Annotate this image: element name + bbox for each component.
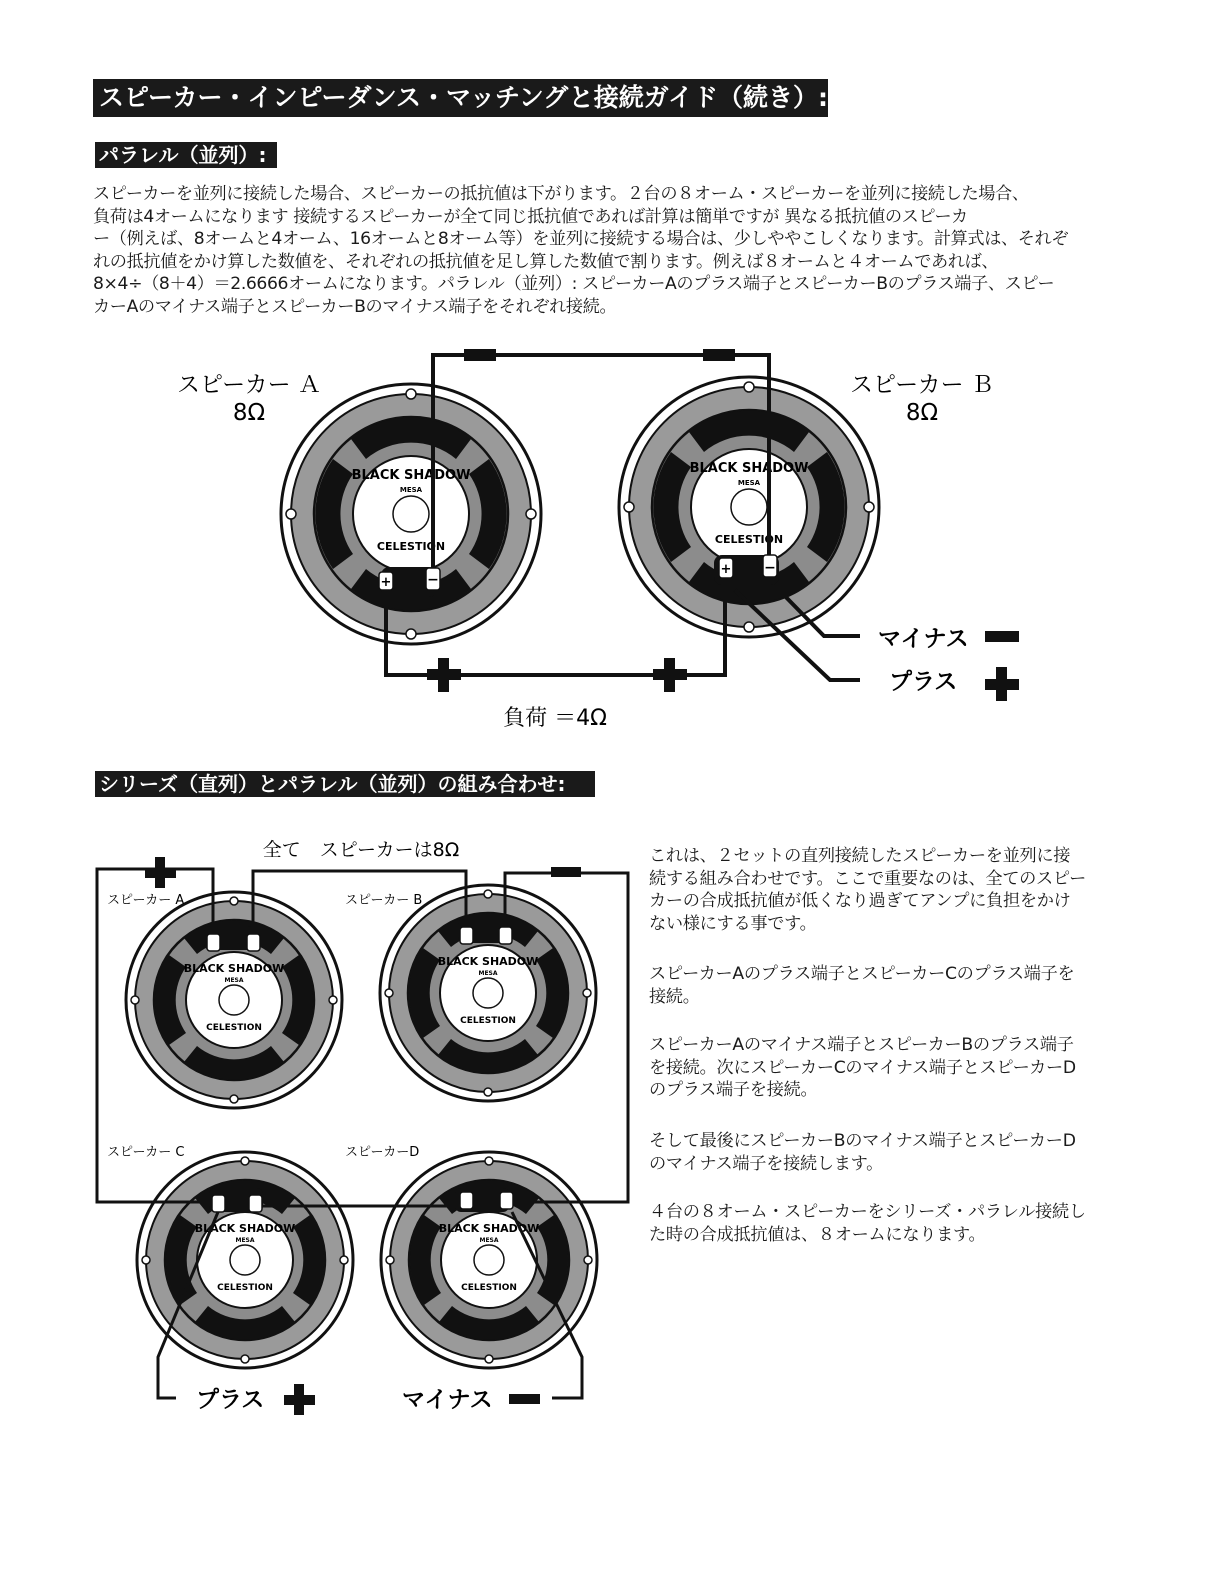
text-line: た時の合成抵抗値は、８オームになります。: [649, 1224, 986, 1245]
minus-symbol-icon: [464, 349, 496, 361]
svg-text:−: −: [764, 560, 776, 576]
speaker-maker-label: CELESTION: [461, 1283, 517, 1293]
text-line: ない様にする事です。: [649, 913, 817, 934]
speaker-model-label: BLACK SHADOW: [194, 1222, 296, 1235]
plus-symbol-icon: [985, 667, 1019, 701]
text-line: 続する組み合わせです。ここで重要なのは、全てのスピー: [649, 868, 1087, 889]
speaker-c-minus-terminal: [249, 1195, 262, 1212]
page-title: スピーカー・インピーダンス・マッチングと接続ガイド（続き）:: [93, 79, 828, 117]
speaker-badge: MESA: [224, 977, 244, 984]
minus-label: マイナス: [878, 626, 969, 652]
speaker-badge: MESA: [235, 1237, 255, 1244]
speaker-model-label: BLACK SHADOW: [438, 1222, 540, 1235]
text-line: 負荷は4オームになります 接続するスピーカーが全て同じ抵抗値であれば計算は簡単ですが 異なる抵抗値のスピーカ: [93, 206, 968, 227]
text-line: スピーカーAのマイナス端子とスピーカーBのプラス端子: [649, 1035, 1074, 1055]
speaker-b-name: スピーカー Ｂ: [850, 372, 994, 398]
plus-symbol-icon: [145, 857, 176, 888]
text-line: スピーカーAのプラス端子とスピーカーCのプラス端子を: [649, 964, 1075, 984]
text-line: ー（例えば、8オームと4オーム、16オームと8オーム等）を並列に接続する場合は、少しややこしくなります。計算式は、それぞ: [93, 229, 1069, 249]
plus-label: プラス: [889, 669, 958, 695]
speaker-d-plus-terminal: [460, 1192, 473, 1209]
combo-note-2: [649, 963, 1149, 1008]
text-line: れの抵抗値をかけ算した数値を、それぞれの抵抗値を足し算した数値で割ります。例えば８オームと４オームであれば、: [93, 251, 999, 272]
combo-note-4: [649, 1130, 1149, 1175]
combo-note-3: [649, 1034, 1149, 1102]
text-line: カーの合成抵抗値が低くなり過ぎてアンプに負担をかけ: [649, 891, 1071, 911]
speaker-model-label: BLACK SHADOW: [437, 955, 539, 968]
text-line: を接続。次にスピーカーCのマイナス端子とスピーカーD: [649, 1057, 1076, 1078]
text-line: のプラス端子を接続。: [649, 1080, 818, 1100]
minus-symbol-icon: [551, 867, 581, 877]
text-line: 8×4÷（8＋4）＝2.6666オームになります。パラレル（並列）: スピーカーAのプラス端子とスピーカーBのプラス端子、スピー: [93, 274, 1055, 294]
all-speakers-impedance-label: 全て スピーカーは8Ω: [262, 839, 460, 861]
text-line: カーAのマイナス端子とスピーカーBのマイナス端子をそれぞれ接続。: [93, 296, 617, 317]
svg-text:+: +: [720, 562, 732, 577]
plus-label: プラス: [196, 1387, 265, 1413]
minus-symbol-icon: [703, 349, 735, 361]
series-parallel-wiring-diagram: [0, 820, 640, 1440]
speaker-b-plus-terminal: [460, 927, 473, 944]
load-impedance: 負荷 ＝4Ω: [503, 706, 607, 731]
combo-note-5: [649, 1201, 1149, 1246]
text-line: そして最後にスピーカーBのマイナス端子とスピーカーD: [649, 1131, 1076, 1151]
speaker-a-name: スピーカー Ａ: [177, 372, 321, 398]
speaker-badge: MESA: [478, 970, 498, 977]
speaker-a-illustration: [126, 892, 342, 1108]
text-line: ４台の８オーム・スピーカーをシリーズ・パラレル接続し: [649, 1202, 1086, 1222]
speaker-c-illustration: [137, 1152, 353, 1368]
speaker-a-plus-terminal: [207, 934, 220, 951]
text-line: スピーカーを並列に接続した場合、スピーカーの抵抗値は下がります。２台の８オーム・スピーカーを並列に接続した場合、: [93, 184, 1029, 204]
speaker-c-plus-terminal: [212, 1195, 225, 1212]
minus-symbol-icon: [509, 1394, 540, 1404]
plus-symbol-icon: [284, 1384, 315, 1415]
parallel-wiring-diagram: [0, 0, 1224, 760]
speaker-badge: MESA: [399, 486, 423, 494]
svg-text:−: −: [427, 572, 439, 588]
speaker-badge: MESA: [737, 479, 761, 487]
speaker-a-impedance: 8Ω: [232, 400, 266, 426]
speaker-maker-label: CELESTION: [376, 540, 446, 553]
speaker-a-illustration: [281, 384, 541, 644]
speaker-maker-label: CELESTION: [217, 1283, 273, 1293]
section-heading-parallel: パラレル（並列）:: [93, 142, 277, 168]
speaker-a-label: スピーカー A: [107, 893, 185, 908]
speaker-d-label: スピーカーD: [345, 1145, 420, 1160]
speaker-c-label: スピーカー C: [107, 1145, 185, 1160]
speaker-d-minus-terminal: [500, 1192, 513, 1209]
section-heading-series-parallel: シリーズ（直列）とパラレル（並列）の組み合わせ:: [93, 771, 595, 797]
text-line: これは、２セットの直列接続したスピーカーを並列に接: [649, 846, 1071, 866]
speaker-maker-label: CELESTION: [460, 1016, 516, 1026]
speaker-model-label: BLACK SHADOW: [183, 962, 285, 975]
minus-symbol-icon: [985, 631, 1019, 642]
svg-text:+: +: [380, 575, 392, 590]
plus-symbol-icon: [427, 658, 461, 692]
text-line: 接続。: [649, 986, 700, 1007]
speaker-b-minus-terminal: [499, 927, 512, 944]
speaker-b-illustration: [619, 377, 879, 637]
combo-note-1: [649, 845, 1149, 935]
speaker-b-illustration: [380, 885, 596, 1101]
speaker-model-label: BLACK SHADOW: [689, 461, 809, 476]
speaker-model-label: BLACK SHADOW: [351, 468, 471, 483]
speaker-maker-label: CELESTION: [714, 533, 784, 546]
speaker-badge: MESA: [479, 1237, 499, 1244]
speaker-b-label: スピーカー B: [345, 893, 423, 908]
plus-symbol-icon: [653, 658, 687, 692]
speaker-b-impedance: 8Ω: [905, 400, 939, 426]
minus-label: マイナス: [402, 1387, 493, 1413]
speaker-d-illustration: [381, 1152, 597, 1368]
speaker-a-minus-terminal: [247, 934, 260, 951]
text-line: のマイナス端子を接続します。: [649, 1153, 884, 1174]
speaker-maker-label: CELESTION: [206, 1023, 262, 1033]
